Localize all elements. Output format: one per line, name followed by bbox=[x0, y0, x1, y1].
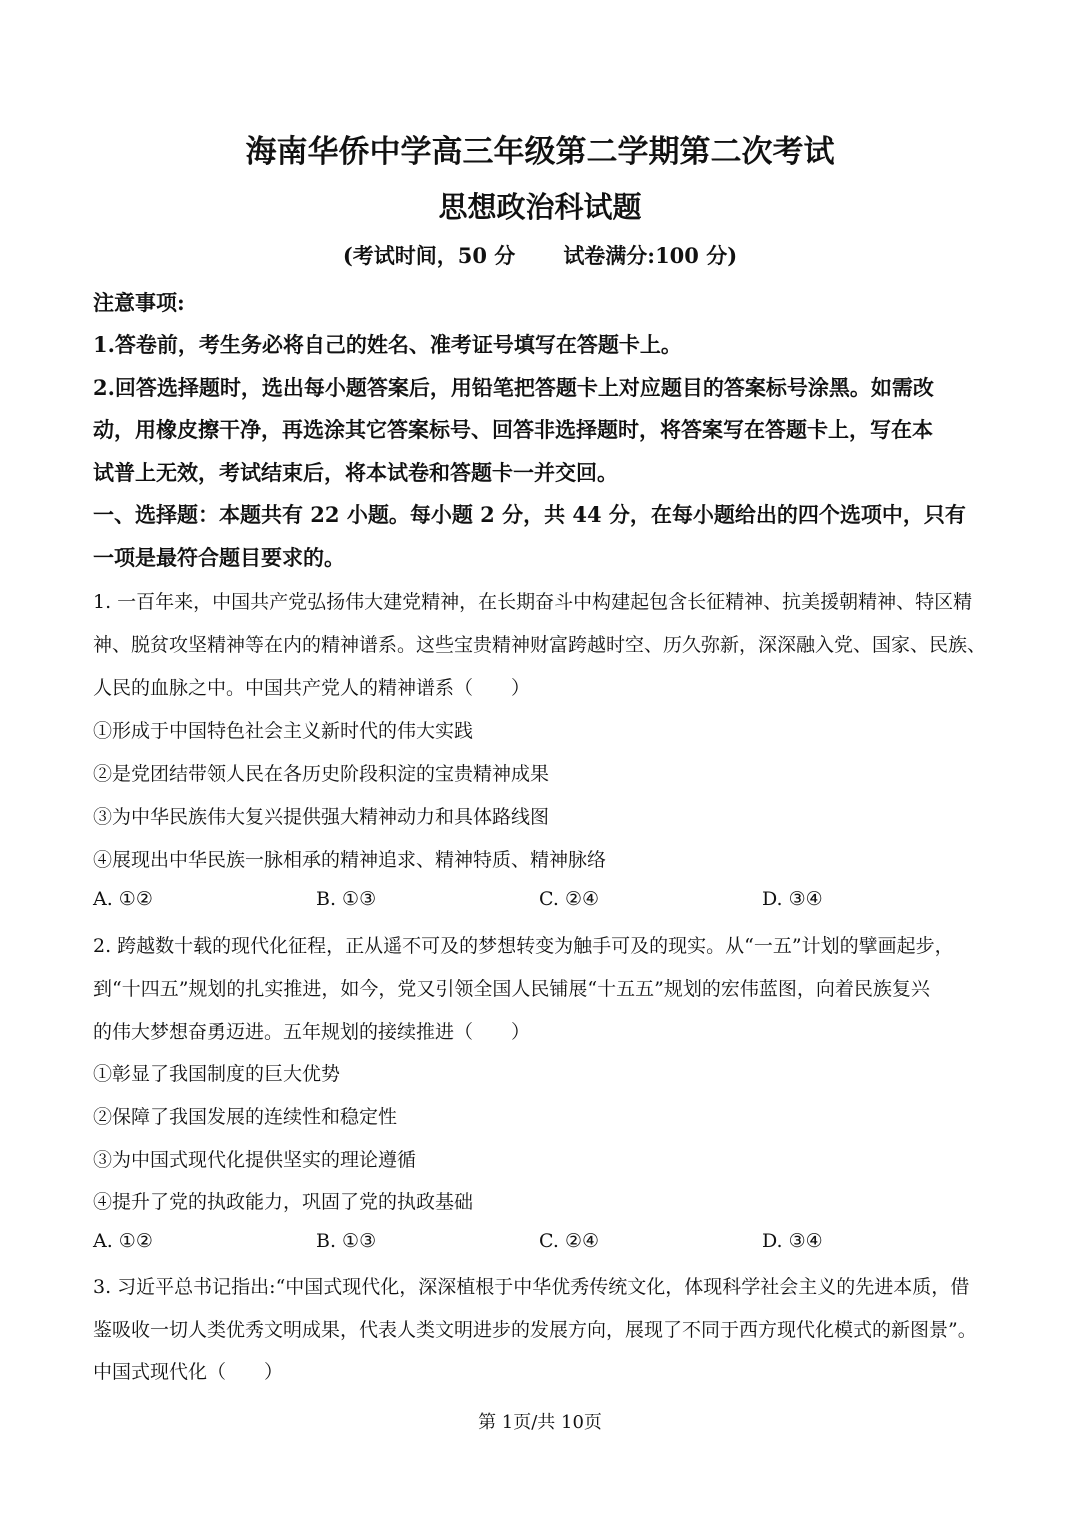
question-2-item: ①彰显了我国制度的巨大优势 bbox=[93, 1063, 341, 1085]
subject-title: 思想政治科试题 bbox=[438, 190, 642, 224]
question-1-choice-b: B. ①③ bbox=[316, 888, 377, 910]
question-1-stem: 人民的血脉之中。中国共产党人的精神谱系（ ） bbox=[93, 677, 531, 699]
notice-heading: 注意事项: bbox=[93, 290, 185, 315]
question-1-choice-d: D. ③④ bbox=[762, 888, 823, 910]
question-1-stem: 神、脱贫攻坚精神等在内的精神谱系。这些宝贵精神财富跨越时空、历久弥新，深深融入党、国家、民族、 bbox=[93, 634, 987, 656]
question-1-item: ④展现出中华民族一脉相承的精神追求、精神特质、精神脉络 bbox=[93, 849, 607, 871]
question-3-stem: 鉴吸收一切人类优秀文明成果，代表人类文明进步的发展方向，展现了不同于西方现代化模式的新图景”。 bbox=[93, 1319, 977, 1341]
question-1-item: ①形成于中国特色社会主义新时代的伟大实践 bbox=[93, 720, 474, 742]
question-2-stem: 的伟大梦想奋勇迈进。五年规划的接续推进（ ） bbox=[93, 1021, 531, 1043]
full-score: 试卷满分:100 分) bbox=[563, 243, 738, 268]
question-2-choice-a: A. ①② bbox=[93, 1230, 153, 1252]
question-2-choice-d: D. ③④ bbox=[762, 1230, 823, 1252]
question-1-item: ②是党团结带领人民在各历史阶段积淀的宝贵精神成果 bbox=[93, 763, 550, 785]
question-3-stem: 3. 习近平总书记指出:“中国式现代化，深深植根于中华优秀传统文化，体现科学社会主义的先进本质，借 bbox=[93, 1276, 970, 1298]
question-2-choice-b: B. ①③ bbox=[316, 1230, 377, 1252]
section-heading: 一、选择题：本题共有 22 小题。每小题 2 分，共 44 分，在每小题给出的四个选项中，只有 bbox=[93, 502, 966, 527]
question-1-item: ③为中华民族伟大复兴提供强大精神动力和具体路线图 bbox=[93, 806, 550, 828]
notice-line: 2.回答选择题时，选出每小题答案后，用铅笔把答题卡上对应题目的答案标号涂黑。如需改 bbox=[93, 375, 934, 400]
exam-time: (考试时间，50 分 bbox=[342, 243, 516, 268]
question-2-item: ④提升了党的执政能力，巩固了党的执政基础 bbox=[93, 1191, 474, 1213]
question-1-stem: 1. 一百年来，中国共产党弘扬伟大建党精神，在长期奋斗中构建起包含长征精神、抗美援朝精神、特区精 bbox=[93, 591, 973, 613]
notice-line: 动，用橡皮擦干净，再选涂其它答案标号、回答非选择题时，将答案写在答题卡上，写在本 bbox=[93, 417, 933, 442]
question-1-choice-c: C. ②④ bbox=[539, 888, 600, 910]
question-2-item: ②保障了我国发展的连续性和稳定性 bbox=[93, 1106, 398, 1128]
question-2-choice-c: C. ②④ bbox=[539, 1230, 600, 1252]
question-2-stem: 到“十四五”规划的扎实推进，如今，党又引领全国人民铺展“十五五”规划的宏伟蓝图，向着民族复兴 bbox=[93, 978, 930, 1000]
question-2-item: ③为中国式现代化提供坚实的理论遵循 bbox=[93, 1149, 417, 1171]
section-heading: 一项是最符合题目要求的。 bbox=[93, 545, 345, 570]
page-number: 第 1页/共 10页 bbox=[478, 1412, 602, 1433]
exam-info bbox=[0, 240, 1080, 270]
question-1-choice-a: A. ①② bbox=[93, 888, 153, 910]
question-3-stem: 中国式现代化（ ） bbox=[93, 1361, 284, 1383]
notice-line: 试普上无效，考试结束后，将本试卷和答题卡一并交回。 bbox=[93, 460, 618, 485]
question-2-stem: 2. 跨越数十载的现代化征程，正从遥不可及的梦想转变为触手可及的现实。从“一五”计划的擘画起步， bbox=[93, 935, 954, 957]
exam-title: 海南华侨中学高三年级第二学期第二次考试 bbox=[245, 134, 835, 170]
notice-line: 1.答卷前，考生务必将自己的姓名、准考证号填写在答题卡上。 bbox=[93, 332, 682, 357]
